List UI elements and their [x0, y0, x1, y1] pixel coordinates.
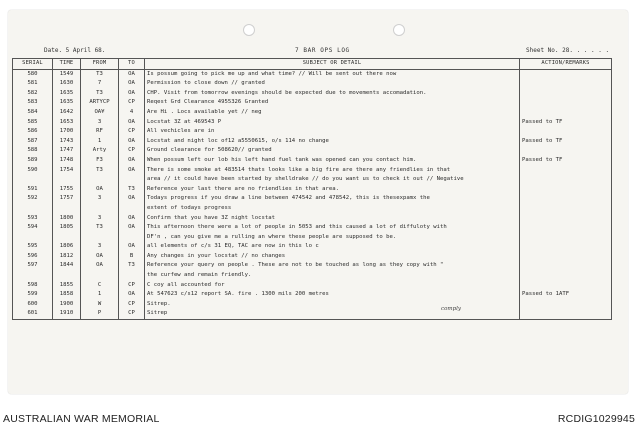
- table-row: [13, 89, 612, 99]
- cell-remarks: [520, 252, 612, 262]
- cell-time: [53, 233, 81, 243]
- archive-id: RCDIG1029945: [557, 413, 635, 425]
- cell-detail: area // it could have been started by shelldrake // do you want us to check it out // Negative: [145, 175, 520, 185]
- cell-to: CP: [119, 98, 145, 108]
- cell-time: 1754: [53, 166, 81, 176]
- table-row: [13, 127, 612, 137]
- cell-remarks: Passed to TF: [520, 118, 612, 128]
- cell-from: OA: [81, 261, 119, 271]
- table-row: [13, 242, 612, 252]
- table-row: [13, 194, 612, 204]
- cell-to: 4: [119, 108, 145, 118]
- cell-time: 1757: [53, 194, 81, 204]
- column-header-from: FROM: [81, 59, 119, 70]
- cell-to: OA: [119, 242, 145, 252]
- table-row: [13, 79, 612, 89]
- cell-serial: 586: [13, 127, 53, 137]
- cell-detail: Confirm that you have 3Z night locstat: [145, 214, 520, 224]
- cell-remarks: [520, 69, 612, 79]
- cell-serial: 588: [13, 146, 53, 156]
- punch-hole: [243, 24, 255, 36]
- cell-serial: 589: [13, 156, 53, 166]
- sheet-number: Sheet No. 28. . . . . .: [526, 47, 610, 54]
- table-row: [13, 300, 612, 310]
- log-title: 7 BAR OPS LOG: [295, 47, 350, 54]
- table-row: [13, 137, 612, 147]
- cell-from: 3: [81, 118, 119, 128]
- cell-to: [119, 204, 145, 214]
- cell-remarks: [520, 146, 612, 156]
- cell-from: ARTYCP: [81, 98, 119, 108]
- cell-serial: 587: [13, 137, 53, 147]
- cell-remarks: [520, 271, 612, 281]
- cell-detail: Is possum going to pick me up and what time? // Will be sent out there now: [145, 69, 520, 79]
- table-row: [13, 146, 612, 156]
- cell-time: 1747: [53, 146, 81, 156]
- cell-time: [53, 175, 81, 185]
- handwritten-annotation: comply: [441, 306, 461, 312]
- cell-from: P: [81, 309, 119, 319]
- cell-detail: Reference your query on people . These are not to be touched as long as they copy with ": [145, 261, 520, 271]
- cell-from: OA: [81, 185, 119, 195]
- table-row: [13, 204, 612, 214]
- cell-to: [119, 233, 145, 243]
- cell-to: OA: [119, 118, 145, 128]
- archive-credit: AUSTRALIAN WAR MEMORIAL: [3, 413, 160, 425]
- cell-serial: [13, 175, 53, 185]
- table-header-row: [13, 59, 612, 70]
- cell-serial: 597: [13, 261, 53, 271]
- cell-to: OA: [119, 137, 145, 147]
- cell-to: CP: [119, 281, 145, 291]
- cell-to: OA: [119, 166, 145, 176]
- cell-detail: Are Hi . Locs available yet // neg: [145, 108, 520, 118]
- cell-time: 1910: [53, 309, 81, 319]
- cell-remarks: [520, 261, 612, 271]
- cell-time: [53, 204, 81, 214]
- cell-remarks: [520, 214, 612, 224]
- cell-detail: Locstat 3Z at 469543 P: [145, 118, 520, 128]
- punch-hole: [393, 24, 405, 36]
- cell-time: 1635: [53, 98, 81, 108]
- cell-time: 1743: [53, 137, 81, 147]
- cell-to: T3: [119, 185, 145, 195]
- cell-remarks: [520, 127, 612, 137]
- cell-to: [119, 271, 145, 281]
- cell-detail: Locstat and night loc of12 a5550615, o/s 114 no change: [145, 137, 520, 147]
- cell-detail: all elements of c/s 31 EQ, TAC are now in this lo c: [145, 242, 520, 252]
- table-row: [13, 271, 612, 281]
- table-row: [13, 261, 612, 271]
- cell-from: 1: [81, 290, 119, 300]
- cell-from: 7: [81, 79, 119, 89]
- column-header-remarks: ACTION/REMARKS: [520, 59, 612, 70]
- cell-serial: 581: [13, 79, 53, 89]
- cell-time: 1630: [53, 79, 81, 89]
- table-row: [13, 156, 612, 166]
- cell-serial: [13, 271, 53, 281]
- cell-from: 1: [81, 137, 119, 147]
- cell-to: OA: [119, 194, 145, 204]
- table-row: [13, 166, 612, 176]
- cell-serial: 591: [13, 185, 53, 195]
- cell-from: RF: [81, 127, 119, 137]
- cell-to: CP: [119, 300, 145, 310]
- cell-serial: 599: [13, 290, 53, 300]
- cell-serial: [13, 233, 53, 243]
- cell-from: OA: [81, 252, 119, 262]
- cell-remarks: [520, 89, 612, 99]
- cell-serial: [13, 204, 53, 214]
- column-header-time: TIME: [53, 59, 81, 70]
- cell-remarks: [520, 166, 612, 176]
- table-row: [13, 108, 612, 118]
- cell-time: 1549: [53, 69, 81, 79]
- cell-serial: 583: [13, 98, 53, 108]
- cell-to: OA: [119, 79, 145, 89]
- cell-serial: 585: [13, 118, 53, 128]
- cell-to: CP: [119, 146, 145, 156]
- cell-detail: This afternoon there were a lot of people in 5053 and this caused a lot of diffuloty with: [145, 223, 520, 233]
- cell-remarks: [520, 223, 612, 233]
- table-row: [13, 175, 612, 185]
- cell-remarks: Passed to TF: [520, 137, 612, 147]
- cell-from: W: [81, 300, 119, 310]
- cell-serial: 580: [13, 69, 53, 79]
- cell-remarks: Passed to TF: [520, 156, 612, 166]
- cell-remarks: [520, 242, 612, 252]
- cell-detail: Reference your last there are no friendlies in that area.: [145, 185, 520, 195]
- cell-serial: 582: [13, 89, 53, 99]
- cell-detail: C coy all accounted for: [145, 281, 520, 291]
- cell-time: 1642: [53, 108, 81, 118]
- table-row: [13, 98, 612, 108]
- cell-to: OA: [119, 214, 145, 224]
- cell-time: 1844: [53, 261, 81, 271]
- cell-time: 1805: [53, 223, 81, 233]
- cell-serial: 594: [13, 223, 53, 233]
- cell-to: B: [119, 252, 145, 262]
- cell-time: 1806: [53, 242, 81, 252]
- cell-to: OA: [119, 89, 145, 99]
- cell-detail: Sitrep: [145, 309, 520, 319]
- cell-from: F3: [81, 156, 119, 166]
- table-row: [13, 252, 612, 262]
- cell-detail: DF'n , can you give me a rulling an where these people are supposed to be.: [145, 233, 520, 243]
- cell-time: [53, 271, 81, 281]
- cell-remarks: [520, 194, 612, 204]
- cell-from: 3: [81, 242, 119, 252]
- cell-from: Arty: [81, 146, 119, 156]
- cell-to: OA: [119, 156, 145, 166]
- cell-from: T3: [81, 166, 119, 176]
- cell-detail: At 547623 c/s12 report SA. fire . 1300 mils 200 metres: [145, 290, 520, 300]
- cell-to: OA: [119, 290, 145, 300]
- cell-time: 1900: [53, 300, 81, 310]
- table-row: [13, 233, 612, 243]
- cell-detail: There is some smoke at 483514 thats looks like a big fire are there any friendlies in that: [145, 166, 520, 176]
- cell-to: OA: [119, 69, 145, 79]
- cell-serial: 595: [13, 242, 53, 252]
- cell-time: 1855: [53, 281, 81, 291]
- cell-from: OA¥: [81, 108, 119, 118]
- cell-detail: When possum left our lob his left hand fuel tank was opened can you contact him.: [145, 156, 520, 166]
- cell-remarks: [520, 233, 612, 243]
- cell-remarks: Passed to 1ATF: [520, 290, 612, 300]
- cell-remarks: [520, 300, 612, 310]
- cell-remarks: [520, 204, 612, 214]
- cell-remarks: [520, 98, 612, 108]
- cell-serial: 590: [13, 166, 53, 176]
- cell-detail: CHP. Visit from tomorrow evenings should be expected due to movements accomadation.: [145, 89, 520, 99]
- cell-serial: 593: [13, 214, 53, 224]
- cell-time: 1858: [53, 290, 81, 300]
- cell-time: 1653: [53, 118, 81, 128]
- cell-detail: Todays progress if you draw a line between 474542 and 478542, this is thesexpamx the: [145, 194, 520, 204]
- cell-to: [119, 175, 145, 185]
- cell-from: C: [81, 281, 119, 291]
- ops-log-table: [12, 58, 612, 320]
- cell-from: [81, 233, 119, 243]
- cell-remarks: [520, 175, 612, 185]
- cell-to: T3: [119, 261, 145, 271]
- table-row: [13, 309, 612, 319]
- cell-to: CP: [119, 309, 145, 319]
- cell-from: [81, 271, 119, 281]
- cell-detail: Sitrep.: [145, 300, 520, 310]
- cell-time: 1812: [53, 252, 81, 262]
- cell-remarks: [520, 108, 612, 118]
- cell-to: OA: [119, 223, 145, 233]
- table-row: [13, 69, 612, 79]
- cell-detail: extent of todays progress: [145, 204, 520, 214]
- table-row: [13, 223, 612, 233]
- cell-from: T3: [81, 223, 119, 233]
- cell-remarks: [520, 281, 612, 291]
- cell-serial: 600: [13, 300, 53, 310]
- cell-from: T3: [81, 89, 119, 99]
- cell-detail: All vechicles are in: [145, 127, 520, 137]
- cell-detail: the curfew and remain friendly.: [145, 271, 520, 281]
- column-header-to: TO: [119, 59, 145, 70]
- cell-time: 1755: [53, 185, 81, 195]
- cell-from: 3: [81, 214, 119, 224]
- column-header-detail: SUBJECT OR DETAIL: [145, 59, 520, 70]
- cell-detail: Ground clearance for 508620// granted: [145, 146, 520, 156]
- table-row: [13, 214, 612, 224]
- cell-serial: 596: [13, 252, 53, 262]
- log-date: Date. 5 April 68.: [44, 47, 106, 54]
- cell-detail: Permission to close down // granted: [145, 79, 520, 89]
- cell-from: [81, 175, 119, 185]
- cell-serial: 592: [13, 194, 53, 204]
- cell-from: [81, 204, 119, 214]
- cell-time: 1800: [53, 214, 81, 224]
- cell-detail: Any changes in your locstat // no changes: [145, 252, 520, 262]
- table-body: [13, 69, 612, 319]
- cell-from: T3: [81, 69, 119, 79]
- cell-time: 1635: [53, 89, 81, 99]
- cell-remarks: [520, 185, 612, 195]
- cell-remarks: [520, 309, 612, 319]
- table-row: [13, 290, 612, 300]
- cell-to: CP: [119, 127, 145, 137]
- cell-from: 3: [81, 194, 119, 204]
- table-row: [13, 118, 612, 128]
- cell-serial: 601: [13, 309, 53, 319]
- column-header-serial: SERIAL: [13, 59, 53, 70]
- cell-serial: 584: [13, 108, 53, 118]
- cell-serial: 598: [13, 281, 53, 291]
- table-row: [13, 185, 612, 195]
- cell-time: 1748: [53, 156, 81, 166]
- table-row: [13, 281, 612, 291]
- cell-remarks: [520, 79, 612, 89]
- cell-detail: Reqest Grd Clearance 4955326 Granted: [145, 98, 520, 108]
- cell-time: 1700: [53, 127, 81, 137]
